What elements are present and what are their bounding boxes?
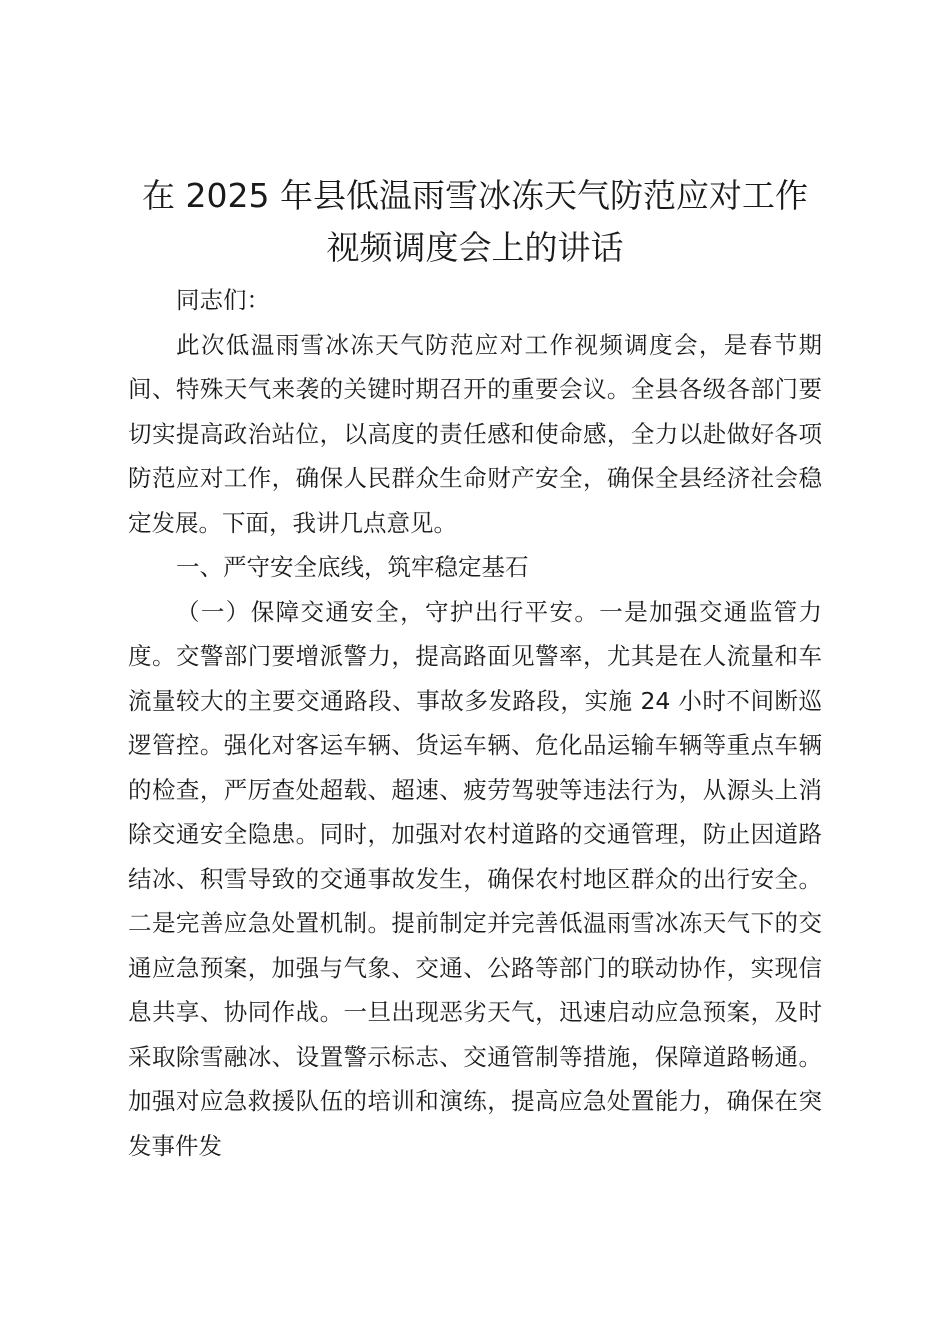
section-heading-1: 一、严守安全底线，筑牢稳定基石: [176, 553, 529, 581]
intro-paragraph: 此次低温雨雪冰冻天气防范应对工作视频调度会，是春节期间、特殊天气来袭的关键时期召开的重要会议。全县各级各部门要切实提高政治站位，以高度的责任感和使命感，全力以赴做好各项防范应对工作，确保人民群众生命财产安全，确保全县经济社会稳定发展。下面，我讲几点意见。: [128, 330, 822, 537]
salutation: 同志们：: [176, 286, 270, 314]
document-title: [110, 170, 840, 274]
document-title-line-2: 视频调度会上的讲话: [326, 228, 624, 267]
section-1-paragraph-1: （一）保障交通安全，守护出行平安。一是加强交通监管力度。交警部门要增派警力，提高路面见警率，尤其是在人流量和车流量较大的主要交通路段、事故多发路段，实施 24 小时不间断巡逻管控。强化对客运车辆、货运车辆、危化品运输车辆等重点车辆的检查，严厉查处超载、超速、疲劳驾驶等违法行为，从源头上消除交通安全隐患。同时，加强对农村道路的交通管理，防止因道路结冰、积雪导致的交通事故发生，确保农村地区群众的出行安全。二是完善应急处置机制。提前制定并完善低温雨雪冰冻天气下的交通应急预案，加强与气象、交通、公路等部门的联动协作，实现信息共享、协同作战。一旦出现恶劣天气，迅速启动应急预案，及时采取除雪融冰、设置警示标志、交通管制等措施，保障道路畅通。加强对应急救援队伍的培训和演练，提高应急处置能力，确保在突发事件发: [128, 597, 822, 1160]
document-title-line-1: 在 2025 年县低温雨雪冰冻天气防范应对工作: [142, 176, 808, 215]
document-body: [128, 278, 822, 1168]
